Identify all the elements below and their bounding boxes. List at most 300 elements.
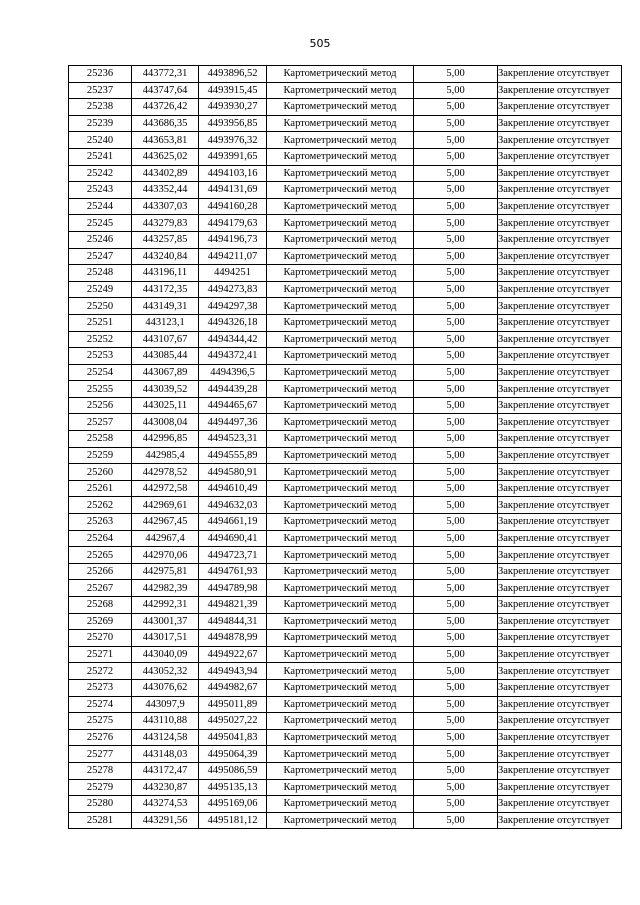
method-cell: Картометрический метод [267,265,414,282]
x-coordinate-cell: 442975,81 [132,563,199,580]
point-number-cell: 25238 [69,99,132,116]
point-number-cell: 25260 [69,464,132,481]
point-number-cell: 25242 [69,165,132,182]
fixation-cell: Закрепление отсутствует [498,182,622,199]
point-number-cell: 25281 [69,812,132,829]
y-coordinate-cell: 4494297,38 [199,298,267,315]
error-cell: 5,00 [414,613,498,630]
fixation-cell: Закрепление отсутствует [498,165,622,182]
error-cell: 5,00 [414,696,498,713]
y-coordinate-cell: 4494344,42 [199,331,267,348]
point-number-cell: 25276 [69,729,132,746]
table-row [69,99,622,116]
point-number-cell: 25272 [69,663,132,680]
error-cell: 5,00 [414,580,498,597]
table-row [69,547,622,564]
fixation-cell: Закрепление отсутствует [498,215,622,232]
table-row [69,447,622,464]
y-coordinate-cell: 4495169,06 [199,796,267,813]
y-coordinate-cell: 4494439,28 [199,381,267,398]
method-cell: Картометрический метод [267,364,414,381]
x-coordinate-cell: 443653,81 [132,132,199,149]
fixation-cell: Закрепление отсутствует [498,679,622,696]
table-row [69,580,622,597]
table-row [69,514,622,531]
method-cell: Картометрический метод [267,729,414,746]
coordinates-table [68,65,622,829]
fixation-cell: Закрепление отсутствует [498,563,622,580]
table-row [69,248,622,265]
error-cell: 5,00 [414,480,498,497]
fixation-cell: Закрепление отсутствует [498,132,622,149]
fixation-cell: Закрепление отсутствует [498,314,622,331]
fixation-cell: Закрепление отсутствует [498,348,622,365]
y-coordinate-cell: 4494844,31 [199,613,267,630]
fixation-cell: Закрепление отсутствует [498,198,622,215]
x-coordinate-cell: 443230,87 [132,779,199,796]
fixation-cell: Закрепление отсутствует [498,530,622,547]
table-row [69,281,622,298]
fixation-cell: Закрепление отсутствует [498,99,622,116]
method-cell: Картометрический метод [267,381,414,398]
error-cell: 5,00 [414,713,498,730]
point-number-cell: 25261 [69,480,132,497]
table-row [69,431,622,448]
point-number-cell: 25279 [69,779,132,796]
table-row [69,480,622,497]
fixation-cell: Закрепление отсутствует [498,812,622,829]
y-coordinate-cell: 4494789,98 [199,580,267,597]
point-number-cell: 25259 [69,447,132,464]
point-number-cell: 25264 [69,530,132,547]
fixation-cell: Закрепление отсутствует [498,696,622,713]
table-row [69,82,622,99]
x-coordinate-cell: 442972,58 [132,480,199,497]
table-row [69,812,622,829]
error-cell: 5,00 [414,679,498,696]
point-number-cell: 25255 [69,381,132,398]
fixation-cell: Закрепление отсутствует [498,663,622,680]
error-cell: 5,00 [414,281,498,298]
y-coordinate-cell: 4494211,07 [199,248,267,265]
x-coordinate-cell: 442967,4 [132,530,199,547]
table-row [69,679,622,696]
table-row [69,331,622,348]
method-cell: Картометрический метод [267,497,414,514]
method-cell: Картометрический метод [267,414,414,431]
error-cell: 5,00 [414,182,498,199]
error-cell: 5,00 [414,198,498,215]
x-coordinate-cell: 443307,03 [132,198,199,215]
table-row [69,298,622,315]
table-row [69,314,622,331]
x-coordinate-cell: 443274,53 [132,796,199,813]
x-coordinate-cell: 443279,83 [132,215,199,232]
table-row [69,182,622,199]
y-coordinate-cell: 4494465,67 [199,397,267,414]
y-coordinate-cell: 4494555,89 [199,447,267,464]
method-cell: Картометрический метод [267,298,414,315]
method-cell: Картометрический метод [267,148,414,165]
table-row [69,497,622,514]
error-cell: 5,00 [414,729,498,746]
fixation-cell: Закрепление отсутствует [498,231,622,248]
y-coordinate-cell: 4493976,32 [199,132,267,149]
x-coordinate-cell: 443240,84 [132,248,199,265]
fixation-cell: Закрепление отсутствует [498,646,622,663]
error-cell: 5,00 [414,779,498,796]
fixation-cell: Закрепление отсутствует [498,381,622,398]
method-cell: Картометрический метод [267,679,414,696]
fixation-cell: Закрепление отсутствует [498,298,622,315]
y-coordinate-cell: 4494372,41 [199,348,267,365]
x-coordinate-cell: 442992,31 [132,597,199,614]
x-coordinate-cell: 443110,88 [132,713,199,730]
error-cell: 5,00 [414,314,498,331]
method-cell: Картометрический метод [267,696,414,713]
error-cell: 5,00 [414,497,498,514]
method-cell: Картометрический метод [267,198,414,215]
point-number-cell: 25268 [69,597,132,614]
table-row [69,696,622,713]
method-cell: Картометрический метод [267,115,414,132]
error-cell: 5,00 [414,381,498,398]
y-coordinate-cell: 4494179,63 [199,215,267,232]
error-cell: 5,00 [414,132,498,149]
method-cell: Картометрический метод [267,231,414,248]
method-cell: Картометрический метод [267,746,414,763]
error-cell: 5,00 [414,547,498,564]
error-cell: 5,00 [414,447,498,464]
method-cell: Картометрический метод [267,182,414,199]
table-row [69,613,622,630]
method-cell: Картометрический метод [267,397,414,414]
point-number-cell: 25257 [69,414,132,431]
point-number-cell: 25270 [69,630,132,647]
x-coordinate-cell: 443040,09 [132,646,199,663]
table-row [69,563,622,580]
table-row [69,414,622,431]
y-coordinate-cell: 4494878,99 [199,630,267,647]
x-coordinate-cell: 443291,56 [132,812,199,829]
y-coordinate-cell: 4494131,69 [199,182,267,199]
point-number-cell: 25243 [69,182,132,199]
method-cell: Картометрический метод [267,480,414,497]
table-row [69,597,622,614]
point-number-cell: 25269 [69,613,132,630]
y-coordinate-cell: 4495041,83 [199,729,267,746]
point-number-cell: 25237 [69,82,132,99]
fixation-cell: Закрепление отсутствует [498,779,622,796]
point-number-cell: 25274 [69,696,132,713]
y-coordinate-cell: 4494982,67 [199,679,267,696]
fixation-cell: Закрепление отсутствует [498,148,622,165]
x-coordinate-cell: 442970,06 [132,547,199,564]
error-cell: 5,00 [414,397,498,414]
table-row [69,796,622,813]
y-coordinate-cell: 4494523,31 [199,431,267,448]
point-number-cell: 25271 [69,646,132,663]
method-cell: Картометрический метод [267,812,414,829]
method-cell: Картометрический метод [267,431,414,448]
error-cell: 5,00 [414,646,498,663]
error-cell: 5,00 [414,796,498,813]
point-number-cell: 25248 [69,265,132,282]
error-cell: 5,00 [414,115,498,132]
x-coordinate-cell: 443025,11 [132,397,199,414]
table-row [69,265,622,282]
table-row [69,348,622,365]
x-coordinate-cell: 443149,31 [132,298,199,315]
y-coordinate-cell: 4495011,89 [199,696,267,713]
point-number-cell: 25240 [69,132,132,149]
y-coordinate-cell: 4493930,27 [199,99,267,116]
error-cell: 5,00 [414,812,498,829]
x-coordinate-cell: 443402,89 [132,165,199,182]
point-number-cell: 25277 [69,746,132,763]
table-row [69,198,622,215]
point-number-cell: 25266 [69,563,132,580]
point-number-cell: 25263 [69,514,132,531]
fixation-cell: Закрепление отсутствует [498,431,622,448]
error-cell: 5,00 [414,265,498,282]
method-cell: Картометрический метод [267,314,414,331]
fixation-cell: Закрепление отсутствует [498,248,622,265]
point-number-cell: 25265 [69,547,132,564]
y-coordinate-cell: 4494922,67 [199,646,267,663]
method-cell: Картометрический метод [267,514,414,531]
point-number-cell: 25258 [69,431,132,448]
x-coordinate-cell: 443726,42 [132,99,199,116]
method-cell: Картометрический метод [267,99,414,116]
x-coordinate-cell: 443052,32 [132,663,199,680]
x-coordinate-cell: 443172,35 [132,281,199,298]
method-cell: Картометрический метод [267,646,414,663]
method-cell: Картометрический метод [267,82,414,99]
x-coordinate-cell: 443017,51 [132,630,199,647]
point-number-cell: 25245 [69,215,132,232]
table-row [69,381,622,398]
fixation-cell: Закрепление отсутствует [498,729,622,746]
table-row [69,66,622,83]
x-coordinate-cell: 443352,44 [132,182,199,199]
error-cell: 5,00 [414,248,498,265]
point-number-cell: 25273 [69,679,132,696]
error-cell: 5,00 [414,148,498,165]
error-cell: 5,00 [414,597,498,614]
fixation-cell: Закрепление отсутствует [498,547,622,564]
point-number-cell: 25241 [69,148,132,165]
method-cell: Картометрический метод [267,281,414,298]
table-row [69,779,622,796]
error-cell: 5,00 [414,431,498,448]
x-coordinate-cell: 442978,52 [132,464,199,481]
fixation-cell: Закрепление отсутствует [498,580,622,597]
error-cell: 5,00 [414,464,498,481]
error-cell: 5,00 [414,331,498,348]
y-coordinate-cell: 4495064,39 [199,746,267,763]
point-number-cell: 25275 [69,713,132,730]
method-cell: Картометрический метод [267,331,414,348]
coordinates-table-body [69,66,622,829]
fixation-cell: Закрепление отсутствует [498,265,622,282]
method-cell: Картометрический метод [267,464,414,481]
y-coordinate-cell: 4494632,03 [199,497,267,514]
error-cell: 5,00 [414,563,498,580]
y-coordinate-cell: 4495027,22 [199,713,267,730]
method-cell: Картометрический метод [267,663,414,680]
x-coordinate-cell: 443001,37 [132,613,199,630]
point-number-cell: 25267 [69,580,132,597]
x-coordinate-cell: 443039,52 [132,381,199,398]
fixation-cell: Закрепление отсутствует [498,630,622,647]
method-cell: Картометрический метод [267,713,414,730]
y-coordinate-cell: 4493915,45 [199,82,267,99]
x-coordinate-cell: 443085,44 [132,348,199,365]
table-row [69,530,622,547]
y-coordinate-cell: 4494661,19 [199,514,267,531]
y-coordinate-cell: 4495135,13 [199,779,267,796]
fixation-cell: Закрепление отсутствует [498,713,622,730]
page-number: 505 [309,37,331,50]
error-cell: 5,00 [414,82,498,99]
fixation-cell: Закрепление отсутствует [498,414,622,431]
fixation-cell: Закрепление отсутствует [498,447,622,464]
error-cell: 5,00 [414,66,498,83]
method-cell: Картометрический метод [267,215,414,232]
table-row [69,165,622,182]
point-number-cell: 25250 [69,298,132,315]
error-cell: 5,00 [414,364,498,381]
fixation-cell: Закрепление отсутствует [498,464,622,481]
method-cell: Картометрический метод [267,597,414,614]
x-coordinate-cell: 442985,4 [132,447,199,464]
y-coordinate-cell: 4494497,36 [199,414,267,431]
error-cell: 5,00 [414,746,498,763]
x-coordinate-cell: 443067,89 [132,364,199,381]
method-cell: Картометрический метод [267,547,414,564]
x-coordinate-cell: 443008,04 [132,414,199,431]
x-coordinate-cell: 443123,1 [132,314,199,331]
error-cell: 5,00 [414,514,498,531]
x-coordinate-cell: 442967,45 [132,514,199,531]
table-row [69,746,622,763]
table-row [69,729,622,746]
x-coordinate-cell: 443686,35 [132,115,199,132]
x-coordinate-cell: 442982,39 [132,580,199,597]
fixation-cell: Закрепление отсутствует [498,82,622,99]
y-coordinate-cell: 4494821,39 [199,597,267,614]
error-cell: 5,00 [414,762,498,779]
error-cell: 5,00 [414,348,498,365]
point-number-cell: 25254 [69,364,132,381]
point-number-cell: 25239 [69,115,132,132]
y-coordinate-cell: 4494723,71 [199,547,267,564]
table-row [69,464,622,481]
method-cell: Картометрический метод [267,348,414,365]
point-number-cell: 25252 [69,331,132,348]
point-number-cell: 25256 [69,397,132,414]
x-coordinate-cell: 443097,9 [132,696,199,713]
fixation-cell: Закрепление отсутствует [498,762,622,779]
fixation-cell: Закрепление отсутствует [498,397,622,414]
y-coordinate-cell: 4493956,85 [199,115,267,132]
error-cell: 5,00 [414,99,498,116]
fixation-cell: Закрепление отсутствует [498,281,622,298]
y-coordinate-cell: 4494761,93 [199,563,267,580]
table-row [69,115,622,132]
x-coordinate-cell: 442969,61 [132,497,199,514]
fixation-cell: Закрепление отсутствует [498,497,622,514]
error-cell: 5,00 [414,530,498,547]
method-cell: Картометрический метод [267,248,414,265]
y-coordinate-cell: 4493896,52 [199,66,267,83]
y-coordinate-cell: 4494610,49 [199,480,267,497]
y-coordinate-cell: 4494326,18 [199,314,267,331]
fixation-cell: Закрепление отсутствует [498,115,622,132]
method-cell: Картометрический метод [267,762,414,779]
fixation-cell: Закрепление отсутствует [498,66,622,83]
fixation-cell: Закрепление отсутствует [498,746,622,763]
method-cell: Картометрический метод [267,613,414,630]
table-row [69,663,622,680]
method-cell: Картометрический метод [267,580,414,597]
method-cell: Картометрический метод [267,796,414,813]
method-cell: Картометрический метод [267,165,414,182]
point-number-cell: 25244 [69,198,132,215]
error-cell: 5,00 [414,165,498,182]
x-coordinate-cell: 443625,02 [132,148,199,165]
method-cell: Картометрический метод [267,447,414,464]
x-coordinate-cell: 443257,85 [132,231,199,248]
error-cell: 5,00 [414,231,498,248]
point-number-cell: 25249 [69,281,132,298]
table-row [69,762,622,779]
error-cell: 5,00 [414,630,498,647]
x-coordinate-cell: 443148,03 [132,746,199,763]
method-cell: Картометрический метод [267,132,414,149]
y-coordinate-cell: 4495181,12 [199,812,267,829]
y-coordinate-cell: 4494251 [199,265,267,282]
fixation-cell: Закрепление отсутствует [498,364,622,381]
point-number-cell: 25253 [69,348,132,365]
y-coordinate-cell: 4494690,41 [199,530,267,547]
table-row [69,713,622,730]
table-row [69,231,622,248]
point-number-cell: 25246 [69,231,132,248]
method-cell: Картометрический метод [267,630,414,647]
y-coordinate-cell: 4494196,73 [199,231,267,248]
x-coordinate-cell: 443747,64 [132,82,199,99]
y-coordinate-cell: 4494160,28 [199,198,267,215]
y-coordinate-cell: 4494273,83 [199,281,267,298]
point-number-cell: 25251 [69,314,132,331]
point-number-cell: 25247 [69,248,132,265]
fixation-cell: Закрепление отсутствует [498,480,622,497]
method-cell: Картометрический метод [267,530,414,547]
method-cell: Картометрический метод [267,779,414,796]
point-number-cell: 25236 [69,66,132,83]
x-coordinate-cell: 443076,62 [132,679,199,696]
point-number-cell: 25280 [69,796,132,813]
x-coordinate-cell: 443772,31 [132,66,199,83]
table-row [69,646,622,663]
x-coordinate-cell: 443196,11 [132,265,199,282]
table-row [69,364,622,381]
error-cell: 5,00 [414,414,498,431]
x-coordinate-cell: 443172,47 [132,762,199,779]
fixation-cell: Закрепление отсутствует [498,331,622,348]
